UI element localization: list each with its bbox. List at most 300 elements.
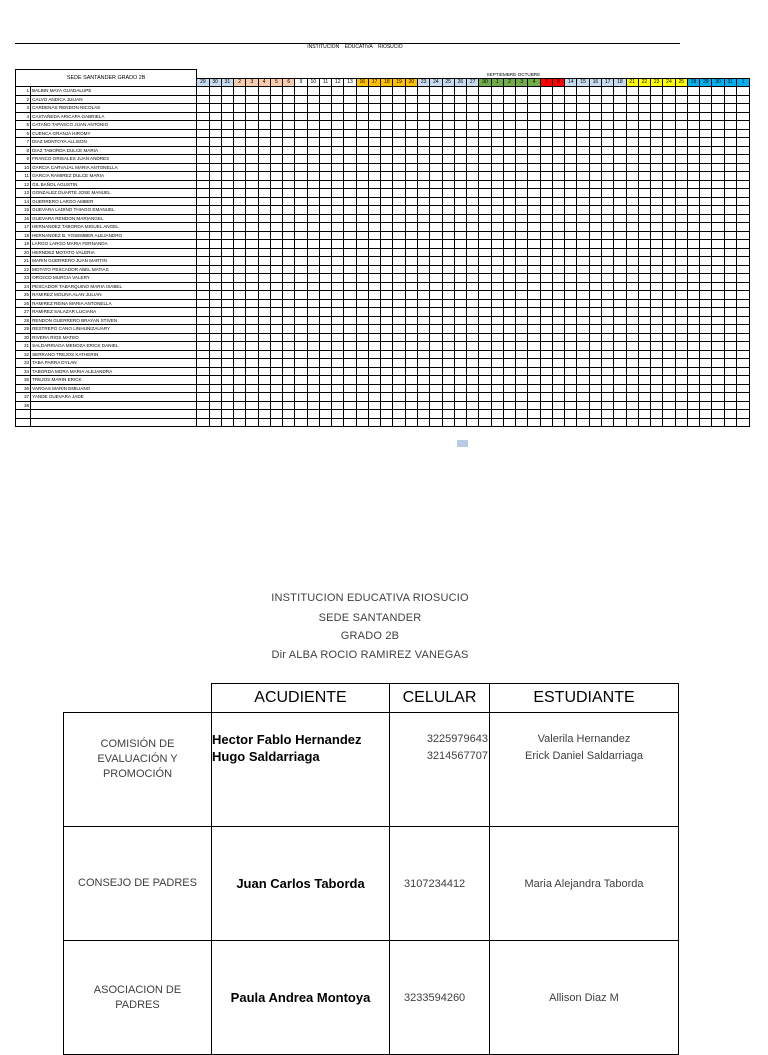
attendance-cell[interactable] (626, 342, 638, 351)
attendance-cell[interactable] (197, 359, 209, 368)
attendance-cell[interactable] (418, 316, 430, 325)
attendance-cell[interactable] (319, 282, 331, 291)
attendance-cell[interactable] (234, 206, 246, 215)
attendance-cell[interactable] (675, 214, 687, 223)
attendance-cell[interactable] (393, 418, 405, 427)
attendance-cell[interactable] (295, 163, 307, 172)
attendance-cell[interactable] (344, 393, 356, 402)
attendance-cell[interactable] (319, 95, 331, 104)
attendance-cell[interactable] (503, 163, 515, 172)
attendance-cell[interactable] (356, 376, 368, 385)
attendance-cell[interactable] (405, 350, 417, 359)
attendance-cell[interactable] (295, 325, 307, 334)
attendance-cell[interactable] (712, 401, 724, 410)
attendance-cell[interactable] (540, 87, 552, 96)
attendance-cell[interactable] (368, 350, 380, 359)
attendance-cell[interactable] (577, 418, 589, 427)
attendance-cell[interactable] (552, 410, 564, 419)
attendance-cell[interactable] (295, 274, 307, 283)
attendance-cell[interactable] (344, 376, 356, 385)
attendance-cell[interactable] (356, 121, 368, 130)
attendance-cell[interactable] (319, 418, 331, 427)
attendance-cell[interactable] (270, 257, 282, 266)
attendance-cell[interactable] (503, 155, 515, 164)
attendance-cell[interactable] (209, 87, 221, 96)
attendance-cell[interactable] (197, 155, 209, 164)
attendance-cell[interactable] (467, 376, 479, 385)
attendance-cell[interactable] (332, 308, 344, 317)
attendance-cell[interactable] (258, 189, 270, 198)
attendance-cell[interactable] (491, 316, 503, 325)
attendance-cell[interactable] (528, 333, 540, 342)
attendance-cell[interactable] (614, 376, 626, 385)
attendance-cell[interactable] (540, 112, 552, 121)
attendance-cell[interactable] (602, 410, 614, 419)
attendance-cell[interactable] (356, 359, 368, 368)
attendance-cell[interactable] (454, 163, 466, 172)
attendance-cell[interactable] (577, 95, 589, 104)
attendance-cell[interactable] (234, 393, 246, 402)
attendance-cell[interactable] (516, 384, 528, 393)
attendance-cell[interactable] (356, 350, 368, 359)
attendance-cell[interactable] (393, 376, 405, 385)
attendance-cell[interactable] (344, 214, 356, 223)
attendance-cell[interactable] (197, 333, 209, 342)
attendance-cell[interactable] (246, 316, 258, 325)
attendance-cell[interactable] (724, 291, 736, 300)
attendance-cell[interactable] (565, 172, 577, 181)
attendance-cell[interactable] (418, 299, 430, 308)
attendance-cell[interactable] (270, 104, 282, 113)
attendance-cell[interactable] (589, 214, 601, 223)
attendance-cell[interactable] (540, 180, 552, 189)
attendance-cell[interactable] (700, 350, 712, 359)
attendance-cell[interactable] (479, 299, 491, 308)
attendance-cell[interactable] (246, 308, 258, 317)
attendance-cell[interactable] (258, 138, 270, 147)
attendance-cell[interactable] (700, 359, 712, 368)
attendance-cell[interactable] (577, 104, 589, 113)
attendance-cell[interactable] (479, 359, 491, 368)
attendance-cell[interactable] (626, 155, 638, 164)
attendance-cell[interactable] (430, 248, 442, 257)
attendance-cell[interactable] (381, 282, 393, 291)
attendance-cell[interactable] (197, 214, 209, 223)
attendance-cell[interactable] (712, 112, 724, 121)
attendance-cell[interactable] (700, 180, 712, 189)
attendance-cell[interactable] (736, 265, 749, 274)
attendance-cell[interactable] (528, 104, 540, 113)
attendance-cell[interactable] (307, 146, 319, 155)
attendance-cell[interactable] (700, 197, 712, 206)
attendance-cell[interactable] (540, 172, 552, 181)
attendance-cell[interactable] (589, 206, 601, 215)
attendance-cell[interactable] (418, 274, 430, 283)
attendance-cell[interactable] (675, 112, 687, 121)
attendance-cell[interactable] (295, 393, 307, 402)
attendance-cell[interactable] (356, 87, 368, 96)
attendance-cell[interactable] (454, 367, 466, 376)
attendance-cell[interactable] (577, 240, 589, 249)
attendance-cell[interactable] (700, 333, 712, 342)
attendance-cell[interactable] (283, 172, 295, 181)
attendance-cell[interactable] (675, 138, 687, 147)
attendance-cell[interactable] (283, 342, 295, 351)
attendance-cell[interactable] (258, 393, 270, 402)
attendance-cell[interactable] (234, 129, 246, 138)
attendance-cell[interactable] (565, 223, 577, 232)
attendance-cell[interactable] (687, 384, 699, 393)
attendance-cell[interactable] (454, 308, 466, 317)
attendance-cell[interactable] (675, 418, 687, 427)
attendance-cell[interactable] (209, 214, 221, 223)
attendance-cell[interactable] (589, 299, 601, 308)
attendance-cell[interactable] (332, 248, 344, 257)
attendance-cell[interactable] (270, 206, 282, 215)
attendance-cell[interactable] (319, 129, 331, 138)
attendance-cell[interactable] (442, 172, 454, 181)
attendance-cell[interactable] (430, 231, 442, 240)
attendance-cell[interactable] (638, 265, 650, 274)
attendance-cell[interactable] (467, 214, 479, 223)
attendance-cell[interactable] (736, 129, 749, 138)
attendance-cell[interactable] (430, 410, 442, 419)
attendance-cell[interactable] (258, 359, 270, 368)
attendance-cell[interactable] (651, 206, 663, 215)
attendance-cell[interactable] (430, 155, 442, 164)
attendance-cell[interactable] (270, 180, 282, 189)
attendance-cell[interactable] (577, 248, 589, 257)
attendance-cell[interactable] (675, 240, 687, 249)
attendance-cell[interactable] (295, 223, 307, 232)
attendance-cell[interactable] (589, 95, 601, 104)
attendance-cell[interactable] (516, 163, 528, 172)
attendance-cell[interactable] (577, 155, 589, 164)
attendance-cell[interactable] (540, 265, 552, 274)
attendance-cell[interactable] (724, 223, 736, 232)
attendance-cell[interactable] (467, 257, 479, 266)
attendance-cell[interactable] (430, 316, 442, 325)
attendance-cell[interactable] (516, 112, 528, 121)
attendance-cell[interactable] (626, 350, 638, 359)
attendance-cell[interactable] (332, 223, 344, 232)
attendance-cell[interactable] (319, 248, 331, 257)
attendance-cell[interactable] (651, 223, 663, 232)
attendance-cell[interactable] (234, 172, 246, 181)
attendance-cell[interactable] (356, 299, 368, 308)
attendance-cell[interactable] (454, 342, 466, 351)
attendance-cell[interactable] (418, 350, 430, 359)
attendance-cell[interactable] (221, 316, 233, 325)
attendance-cell[interactable] (307, 172, 319, 181)
attendance-cell[interactable] (687, 316, 699, 325)
attendance-cell[interactable] (258, 155, 270, 164)
attendance-cell[interactable] (516, 410, 528, 419)
attendance-cell[interactable] (675, 95, 687, 104)
attendance-cell[interactable] (602, 189, 614, 198)
attendance-cell[interactable] (638, 129, 650, 138)
attendance-cell[interactable] (442, 376, 454, 385)
attendance-cell[interactable] (295, 359, 307, 368)
attendance-cell[interactable] (393, 384, 405, 393)
attendance-cell[interactable] (675, 384, 687, 393)
attendance-cell[interactable] (430, 350, 442, 359)
attendance-cell[interactable] (700, 308, 712, 317)
attendance-cell[interactable] (516, 282, 528, 291)
attendance-cell[interactable] (479, 316, 491, 325)
attendance-cell[interactable] (319, 189, 331, 198)
attendance-cell[interactable] (467, 342, 479, 351)
attendance-cell[interactable] (589, 223, 601, 232)
attendance-cell[interactable] (246, 325, 258, 334)
attendance-cell[interactable] (479, 376, 491, 385)
attendance-cell[interactable] (675, 121, 687, 130)
attendance-cell[interactable] (736, 231, 749, 240)
attendance-cell[interactable] (503, 376, 515, 385)
attendance-cell[interactable] (724, 333, 736, 342)
attendance-cell[interactable] (565, 274, 577, 283)
attendance-cell[interactable] (565, 342, 577, 351)
attendance-cell[interactable] (638, 155, 650, 164)
attendance-cell[interactable] (736, 248, 749, 257)
attendance-cell[interactable] (565, 95, 577, 104)
attendance-cell[interactable] (270, 138, 282, 147)
attendance-cell[interactable] (614, 121, 626, 130)
attendance-cell[interactable] (344, 333, 356, 342)
attendance-cell[interactable] (491, 104, 503, 113)
attendance-cell[interactable] (528, 189, 540, 198)
attendance-cell[interactable] (405, 384, 417, 393)
attendance-cell[interactable] (393, 325, 405, 334)
attendance-cell[interactable] (577, 367, 589, 376)
attendance-cell[interactable] (700, 121, 712, 130)
attendance-cell[interactable] (307, 282, 319, 291)
attendance-cell[interactable] (307, 410, 319, 419)
attendance-cell[interactable] (552, 333, 564, 342)
attendance-cell[interactable] (589, 248, 601, 257)
attendance-cell[interactable] (234, 95, 246, 104)
attendance-cell[interactable] (442, 350, 454, 359)
attendance-cell[interactable] (589, 291, 601, 300)
attendance-cell[interactable] (246, 180, 258, 189)
attendance-cell[interactable] (614, 265, 626, 274)
attendance-cell[interactable] (332, 333, 344, 342)
attendance-cell[interactable] (663, 316, 675, 325)
attendance-cell[interactable] (528, 316, 540, 325)
attendance-cell[interactable] (479, 393, 491, 402)
attendance-cell[interactable] (687, 282, 699, 291)
attendance-cell[interactable] (319, 274, 331, 283)
attendance-cell[interactable] (552, 257, 564, 266)
attendance-cell[interactable] (687, 248, 699, 257)
attendance-cell[interactable] (651, 299, 663, 308)
attendance-cell[interactable] (430, 223, 442, 232)
attendance-cell[interactable] (736, 206, 749, 215)
attendance-cell[interactable] (319, 172, 331, 181)
attendance-cell[interactable] (479, 155, 491, 164)
attendance-cell[interactable] (454, 410, 466, 419)
attendance-cell[interactable] (246, 172, 258, 181)
attendance-cell[interactable] (638, 214, 650, 223)
attendance-cell[interactable] (234, 418, 246, 427)
attendance-cell[interactable] (344, 172, 356, 181)
attendance-cell[interactable] (552, 384, 564, 393)
attendance-cell[interactable] (651, 240, 663, 249)
attendance-cell[interactable] (712, 333, 724, 342)
attendance-cell[interactable] (663, 121, 675, 130)
attendance-cell[interactable] (577, 146, 589, 155)
attendance-cell[interactable] (675, 248, 687, 257)
attendance-cell[interactable] (344, 308, 356, 317)
attendance-cell[interactable] (258, 172, 270, 181)
attendance-cell[interactable] (626, 257, 638, 266)
attendance-cell[interactable] (234, 316, 246, 325)
attendance-cell[interactable] (479, 308, 491, 317)
attendance-cell[interactable] (552, 104, 564, 113)
attendance-cell[interactable] (454, 240, 466, 249)
attendance-cell[interactable] (197, 231, 209, 240)
attendance-cell[interactable] (381, 104, 393, 113)
attendance-cell[interactable] (295, 308, 307, 317)
attendance-cell[interactable] (614, 308, 626, 317)
attendance-cell[interactable] (307, 231, 319, 240)
attendance-cell[interactable] (503, 95, 515, 104)
attendance-cell[interactable] (283, 274, 295, 283)
attendance-cell[interactable] (491, 248, 503, 257)
attendance-cell[interactable] (307, 308, 319, 317)
attendance-cell[interactable] (332, 197, 344, 206)
attendance-cell[interactable] (589, 274, 601, 283)
attendance-cell[interactable] (700, 367, 712, 376)
attendance-cell[interactable] (344, 206, 356, 215)
attendance-cell[interactable] (503, 214, 515, 223)
attendance-cell[interactable] (368, 384, 380, 393)
attendance-cell[interactable] (454, 282, 466, 291)
attendance-cell[interactable] (687, 308, 699, 317)
attendance-cell[interactable] (405, 146, 417, 155)
attendance-cell[interactable] (295, 384, 307, 393)
attendance-cell[interactable] (638, 257, 650, 266)
attendance-cell[interactable] (258, 299, 270, 308)
attendance-cell[interactable] (307, 274, 319, 283)
attendance-cell[interactable] (221, 299, 233, 308)
attendance-cell[interactable] (381, 418, 393, 427)
attendance-cell[interactable] (516, 248, 528, 257)
attendance-cell[interactable] (467, 333, 479, 342)
attendance-cell[interactable] (700, 112, 712, 121)
attendance-cell[interactable] (307, 112, 319, 121)
attendance-cell[interactable] (602, 129, 614, 138)
attendance-cell[interactable] (503, 316, 515, 325)
attendance-cell[interactable] (589, 87, 601, 96)
attendance-cell[interactable] (675, 342, 687, 351)
attendance-cell[interactable] (528, 95, 540, 104)
attendance-cell[interactable] (418, 410, 430, 419)
attendance-cell[interactable] (675, 308, 687, 317)
attendance-cell[interactable] (736, 189, 749, 198)
attendance-cell[interactable] (651, 410, 663, 419)
attendance-cell[interactable] (442, 291, 454, 300)
attendance-cell[interactable] (344, 121, 356, 130)
attendance-cell[interactable] (614, 248, 626, 257)
attendance-cell[interactable] (589, 129, 601, 138)
attendance-cell[interactable] (221, 291, 233, 300)
attendance-cell[interactable] (577, 189, 589, 198)
attendance-cell[interactable] (736, 163, 749, 172)
attendance-cell[interactable] (712, 121, 724, 130)
attendance-cell[interactable] (491, 231, 503, 240)
attendance-cell[interactable] (356, 223, 368, 232)
attendance-cell[interactable] (246, 401, 258, 410)
attendance-cell[interactable] (393, 95, 405, 104)
attendance-cell[interactable] (614, 206, 626, 215)
attendance-cell[interactable] (724, 299, 736, 308)
attendance-cell[interactable] (405, 214, 417, 223)
attendance-cell[interactable] (700, 299, 712, 308)
attendance-cell[interactable] (393, 112, 405, 121)
attendance-cell[interactable] (246, 257, 258, 266)
attendance-cell[interactable] (393, 274, 405, 283)
attendance-cell[interactable] (332, 87, 344, 96)
attendance-cell[interactable] (430, 282, 442, 291)
attendance-cell[interactable] (454, 180, 466, 189)
attendance-cell[interactable] (344, 129, 356, 138)
attendance-cell[interactable] (565, 367, 577, 376)
attendance-cell[interactable] (565, 308, 577, 317)
attendance-cell[interactable] (209, 265, 221, 274)
attendance-cell[interactable] (712, 342, 724, 351)
attendance-cell[interactable] (368, 393, 380, 402)
attendance-cell[interactable] (356, 129, 368, 138)
attendance-cell[interactable] (687, 401, 699, 410)
attendance-cell[interactable] (356, 155, 368, 164)
attendance-cell[interactable] (283, 393, 295, 402)
attendance-cell[interactable] (197, 189, 209, 198)
attendance-cell[interactable] (602, 104, 614, 113)
attendance-cell[interactable] (319, 121, 331, 130)
attendance-cell[interactable] (295, 367, 307, 376)
attendance-cell[interactable] (221, 240, 233, 249)
attendance-cell[interactable] (651, 121, 663, 130)
attendance-cell[interactable] (234, 248, 246, 257)
attendance-cell[interactable] (258, 163, 270, 172)
attendance-cell[interactable] (736, 282, 749, 291)
attendance-cell[interactable] (197, 265, 209, 274)
attendance-cell[interactable] (270, 146, 282, 155)
attendance-cell[interactable] (712, 87, 724, 96)
attendance-cell[interactable] (565, 410, 577, 419)
attendance-cell[interactable] (258, 248, 270, 257)
attendance-cell[interactable] (700, 418, 712, 427)
attendance-cell[interactable] (479, 180, 491, 189)
attendance-cell[interactable] (356, 206, 368, 215)
attendance-cell[interactable] (283, 410, 295, 419)
attendance-cell[interactable] (368, 282, 380, 291)
attendance-cell[interactable] (528, 325, 540, 334)
attendance-cell[interactable] (491, 401, 503, 410)
attendance-cell[interactable] (467, 104, 479, 113)
attendance-cell[interactable] (577, 342, 589, 351)
attendance-cell[interactable] (405, 112, 417, 121)
attendance-cell[interactable] (589, 333, 601, 342)
attendance-cell[interactable] (430, 112, 442, 121)
attendance-cell[interactable] (356, 197, 368, 206)
attendance-cell[interactable] (491, 359, 503, 368)
attendance-cell[interactable] (393, 265, 405, 274)
attendance-cell[interactable] (638, 274, 650, 283)
attendance-cell[interactable] (626, 308, 638, 317)
attendance-cell[interactable] (430, 189, 442, 198)
